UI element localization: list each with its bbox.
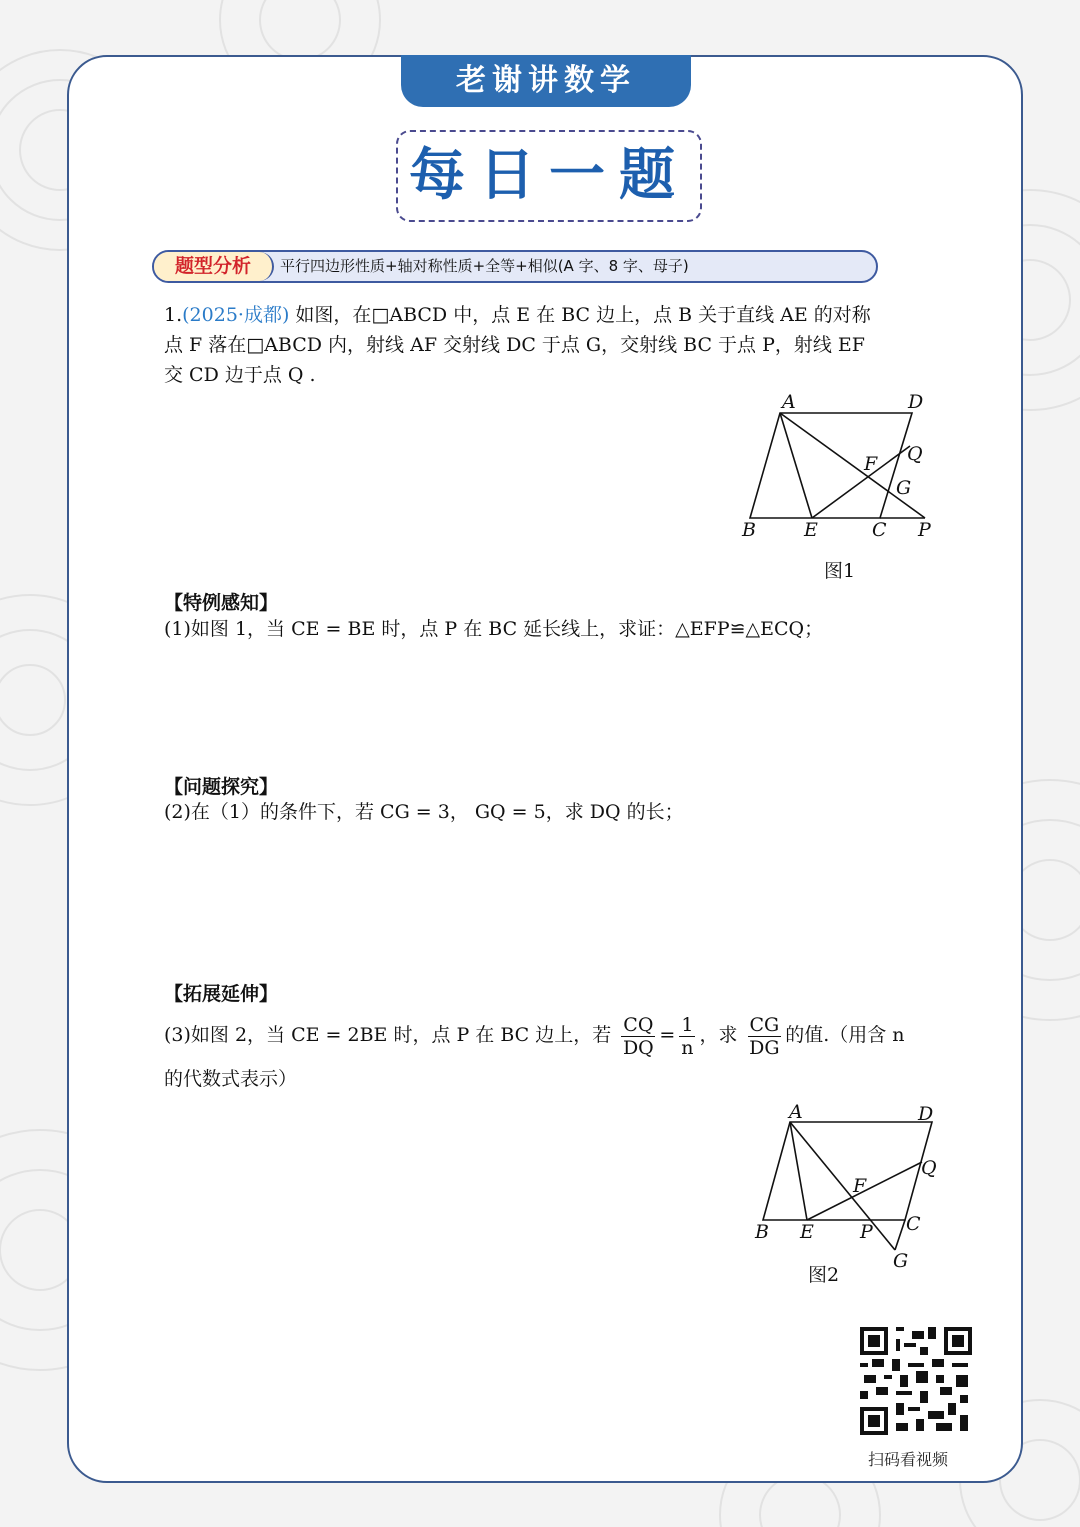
frac2-denominator: n <box>681 1036 694 1059</box>
fig1-label-a: A <box>782 391 796 413</box>
topic-label: 题型分析 <box>154 252 274 281</box>
problem-line-2: 点 F 落在□ABCD 内，射线 AF 交射线 DC 于点 G，交射线 BC 于点 P，射线 EF <box>164 334 865 356</box>
fig1-label-p: P <box>918 519 931 541</box>
figure-2 <box>745 1100 945 1275</box>
equals-sign: = <box>659 1024 676 1046</box>
fig2-label-q: Q <box>921 1157 937 1179</box>
part3-line-1 <box>164 1008 905 1062</box>
part2-text: (2)在（1）的条件下，若 CG = 3， GQ = 5，求 DQ 的长； <box>164 801 684 823</box>
part3-line-2: 的代数式表示） <box>164 1068 298 1090</box>
fig1-label-e: E <box>804 519 818 541</box>
topic-text: 平行四边形性质+轴对称性质+全等+相似(A 字、8 字、母子) <box>280 257 689 275</box>
fig2-label-p: P <box>860 1221 873 1243</box>
fig2-label-c: C <box>906 1213 921 1235</box>
problem-line-3: 交 CD 边于点 Q . <box>164 364 316 386</box>
fig1-label-c: C <box>872 519 887 541</box>
frac3-denominator: DG <box>749 1036 780 1059</box>
fig2-label-a: A <box>789 1101 803 1123</box>
fig2-label-d: D <box>918 1103 934 1125</box>
figure-2-caption: 图2 <box>808 1264 840 1286</box>
qr-caption: 扫码看视频 <box>868 1450 949 1469</box>
fraction-cq-dq <box>621 1014 655 1059</box>
problem-line-1 <box>164 300 871 330</box>
frac1-numerator: CQ <box>623 1013 654 1036</box>
part1-text: (1)如图 1，当 CE = BE 时，点 P 在 BC 延长线上，求证：△EFP≌△ECQ； <box>164 618 824 640</box>
fraction-cg-dg <box>748 1014 782 1059</box>
part3-text-b: ，求 <box>699 1024 738 1046</box>
figure-1-caption: 图1 <box>824 560 856 582</box>
fig2-label-g: G <box>893 1250 909 1272</box>
problem-number: 1. <box>164 304 183 326</box>
part3-heading: 【拓展延伸】 <box>164 983 279 1005</box>
fig2-label-b: B <box>755 1221 769 1243</box>
qr-code[interactable] <box>860 1327 972 1435</box>
fraction-1-n <box>679 1014 695 1059</box>
fig1-label-f: F <box>864 453 878 475</box>
frac1-denominator: DQ <box>622 1036 654 1059</box>
brand-tab: 老谢讲数学 <box>401 55 691 107</box>
fig1-label-b: B <box>742 519 756 541</box>
fig2-label-f: F <box>853 1175 867 1197</box>
problem-source: (2025·成都) <box>182 304 290 326</box>
frac3-numerator: CG <box>749 1013 780 1036</box>
part3-text-a: (3)如图 2，当 CE = 2BE 时，点 P 在 BC 边上，若 <box>164 1024 612 1046</box>
problem-text-1: 如图，在□ABCD 中，点 E 在 BC 边上，点 B 关于直线 AE 的对称 <box>295 304 871 326</box>
part1-heading: 【特例感知】 <box>164 592 279 614</box>
fig1-label-q: Q <box>907 443 923 465</box>
figure-1 <box>730 388 950 548</box>
part2-heading: 【问题探究】 <box>164 776 279 798</box>
page-title: 每日一题 <box>409 143 689 208</box>
part3-text-c: 的值.（用含 n <box>785 1024 905 1046</box>
fig2-label-e: E <box>800 1221 814 1243</box>
frac2-numerator: 1 <box>681 1013 694 1036</box>
fig1-label-g: G <box>896 477 912 499</box>
fig1-label-d: D <box>908 391 924 413</box>
